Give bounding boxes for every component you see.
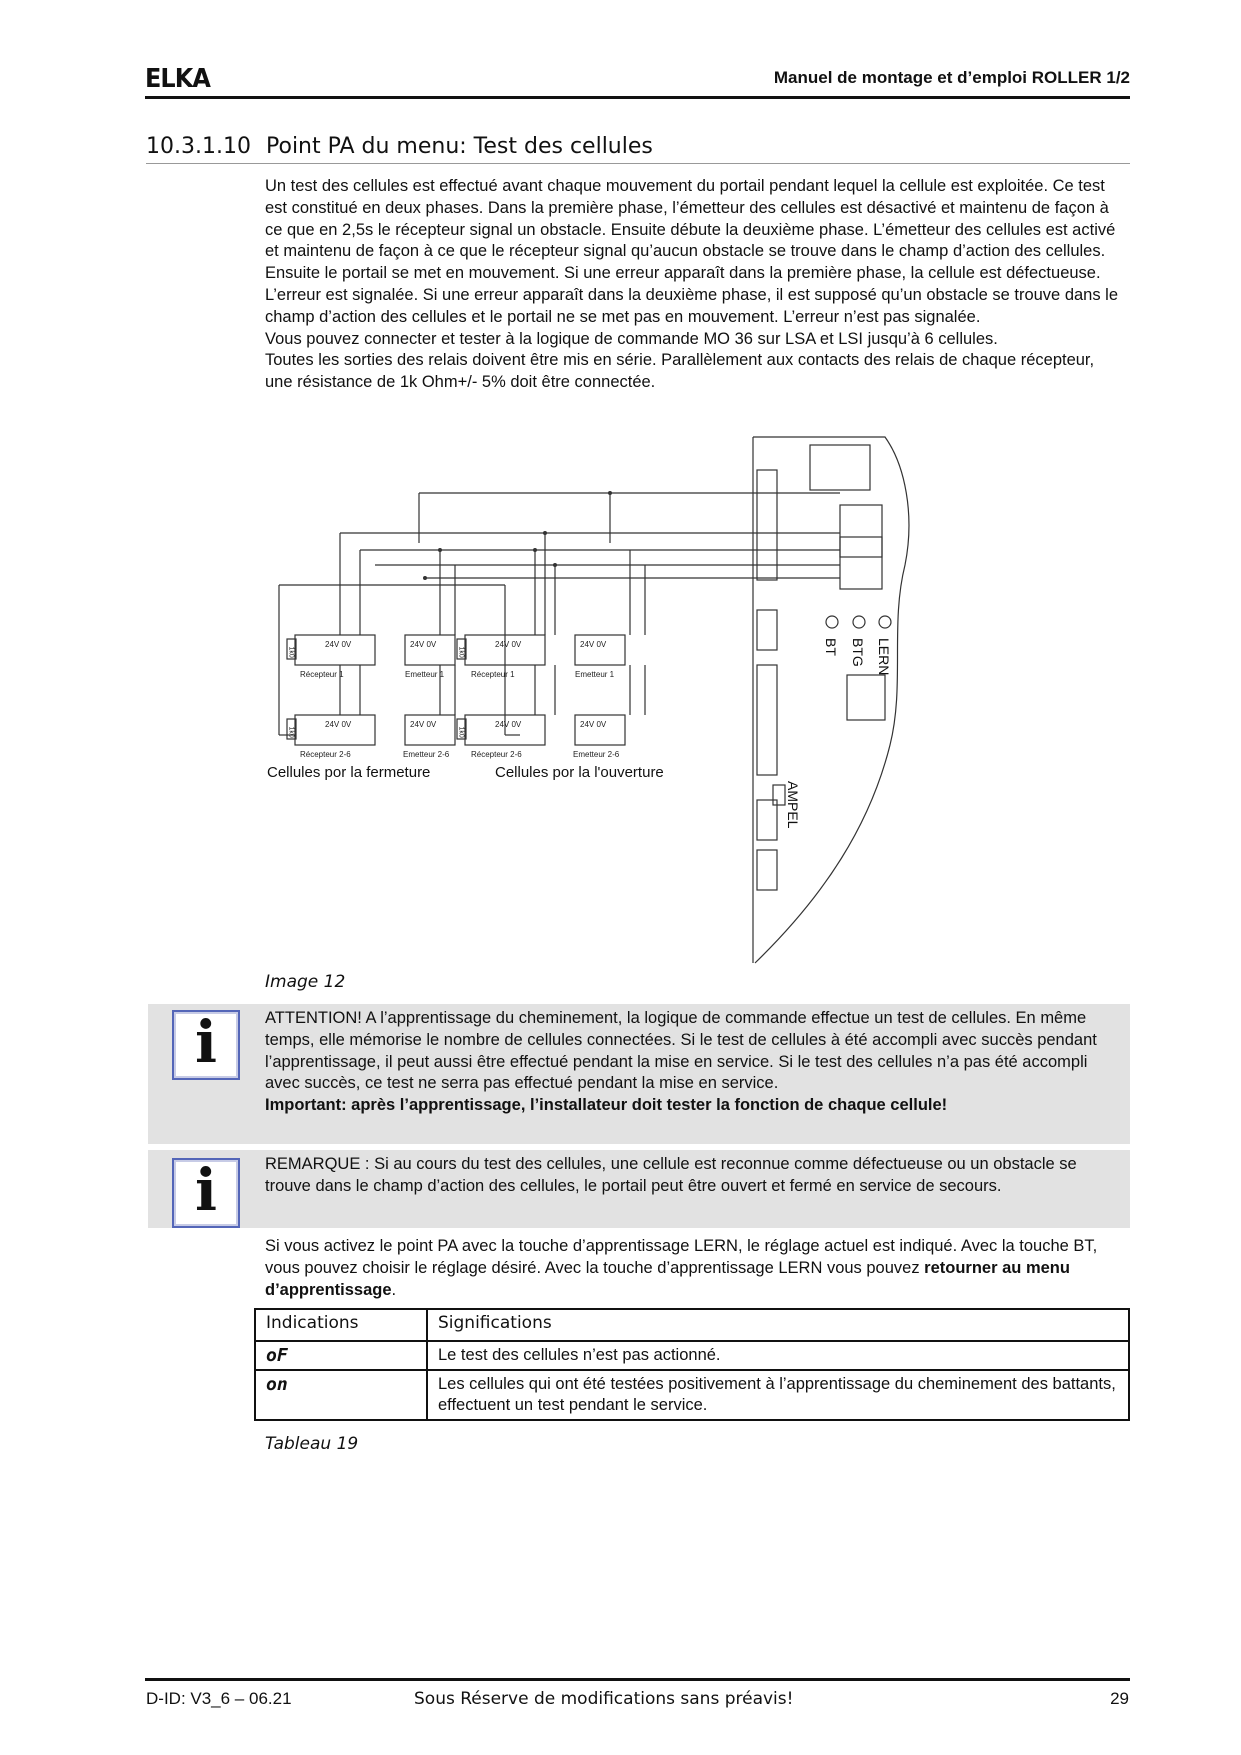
receiver-26-label: Récepteur 2-6 xyxy=(471,750,522,759)
footer-doc-id: D-ID: V3_6 – 06.21 xyxy=(146,1689,292,1708)
lern-text: Si vous activez le point PA avec la touche d’apprentissage LERN, le réglage actuel est indiqué. Avec la touche BT, vous pouvez choisir le réglage désiré. Avec la touche d’apprentissage LERN vous pouvez xyxy=(265,1237,1098,1277)
info-icon: i xyxy=(172,1010,240,1080)
table-header: Significations xyxy=(427,1309,1129,1341)
figure-caption: Image 12 xyxy=(265,972,346,992)
emitter-1-label: Emetteur 1 xyxy=(575,670,615,679)
emitter-26-label: Emetteur 2-6 xyxy=(573,750,620,759)
bt-button-label: BT xyxy=(823,638,839,656)
indications-table xyxy=(254,1308,1130,1421)
voltage-label: 24V 0V xyxy=(495,640,522,649)
wiring-diagram xyxy=(265,425,995,970)
closing-cells-label: Cellules por la fermeture xyxy=(267,764,431,781)
table-header-row xyxy=(255,1309,1129,1341)
voltage-label: 24V 0V xyxy=(325,640,352,649)
receiver-26-label: Récepteur 2-6 xyxy=(300,750,351,759)
indication-code: oF xyxy=(255,1341,427,1370)
attention-text: ATTENTION! A l’apprentissage du cheminement, la logique de commande effectue un test de cellules. En même temps, elle mémorise le nombre de cellules connectées. Si le test de cellules à été accompli avec succès pendant l’apprentissage, il peut aussi être effectué pendant la mise en service. Si le test des cellules n’a pas été accompli avec succès, ce test ne serra pas effectué pendant la mise en service. xyxy=(265,1009,1097,1093)
resistor-label: 1k0 xyxy=(457,646,465,658)
voltage-label: 24V 0V xyxy=(325,720,352,729)
intro-text xyxy=(265,176,1125,394)
attention-important: Important: après l’apprentissage, l’installateur doit tester la fonction de chaque cellule! xyxy=(265,1096,948,1115)
lern-button-label: LERN xyxy=(876,638,892,676)
emitter-1-label: Emetteur 1 xyxy=(405,670,445,679)
section-title: Point PA du menu: Test des cellules xyxy=(266,134,653,159)
section-heading xyxy=(146,134,1130,164)
signification: Le test des cellules n’est pas actionné. xyxy=(427,1341,1129,1370)
btg-button-label: BTG xyxy=(850,638,866,667)
voltage-label: 24V 0V xyxy=(410,640,437,649)
lern-text-end: . xyxy=(391,1280,397,1299)
header-rule xyxy=(145,96,1130,99)
indication-code: on xyxy=(255,1370,427,1420)
section-number: 10.3.1.10 xyxy=(146,134,251,159)
lern-instructions xyxy=(265,1236,1125,1301)
lern-text-bold: retourner au menu d’apprentissage xyxy=(265,1258,1070,1299)
voltage-label: 24V 0V xyxy=(495,720,522,729)
remark-notice xyxy=(148,1150,1130,1228)
voltage-label: 24V 0V xyxy=(580,720,607,729)
intro-paragraph: Vous pouvez connecter et tester à la logique de commande MO 36 sur LSA et LSI jusqu’à 6 cellules. xyxy=(265,329,998,348)
intro-paragraph: Toutes les sorties des relais doivent être mis en série. Parallèlement aux contacts des relais de chaque récepteur, une résistance de 1k Ohm+/- 5% doit être connectée. xyxy=(265,351,1095,392)
table-caption: Tableau 19 xyxy=(265,1434,359,1454)
intro-paragraph: Un test des cellules est effectué avant chaque mouvement du portail pendant lequel la cellule est exploitée. Ce test est constitué en deux phases. Dans la première phase, l’émetteur des cellules est désactivé et maintenu de façon à ce que en 2,5s le récepteur signal un obstacle. Ensuite débute la deuxième phase. L’émetteur des cellules est activé et maintenu de façon à ce que le récepteur signal qu’aucun obstacle se trouve dans le champ d’action des cellules. Ensuite le portail se met en mouvement. Si une erreur apparaît dans la première phase, la cellule est défectueuse. L’erreur est signalée. Si une erreur apparaît dans la deuxième phase, il est supposé qu’un obstacle se trouve dans le champ d’action des cellules et le portail ne se met pas en mouvement. L’erreur n’est pas signalée. xyxy=(265,177,1119,326)
logo: ELKA xyxy=(145,64,210,94)
ampel-label: AMPEL xyxy=(785,781,801,829)
table-header: Indications xyxy=(255,1309,427,1341)
table-row xyxy=(255,1370,1129,1420)
page-number: 29 xyxy=(1110,1689,1129,1708)
remark-text: REMARQUE : Si au cours du test des cellules, une cellule est reconnue comme défectueuse ou un obstacle se trouve dans le champ d’action des cellules, le portail peut être ouvert et fermé en service de secours. xyxy=(265,1155,1077,1195)
voltage-label: 24V 0V xyxy=(410,720,437,729)
voltage-label: 24V 0V xyxy=(580,640,607,649)
resistor-label: 1k0 xyxy=(287,726,295,738)
info-icon: i xyxy=(172,1158,240,1228)
receiver-1-label: Récepteur 1 xyxy=(471,670,515,679)
resistor-label: 1k0 xyxy=(287,646,295,658)
header-title: Manuel de montage et d’emploi ROLLER 1/2 xyxy=(773,68,1130,87)
footer-rule xyxy=(145,1678,1130,1681)
attention-notice xyxy=(148,1004,1130,1144)
table-row xyxy=(255,1341,1129,1370)
receiver-1-label: Récepteur 1 xyxy=(300,670,344,679)
resistor-label: 1k0 xyxy=(457,726,465,738)
opening-cells-label: Cellules por la l'ouverture xyxy=(495,764,664,781)
emitter-26-label: Emetteur 2-6 xyxy=(403,750,450,759)
footer-notice: Sous Réserve de modifications sans préavis! xyxy=(414,1689,794,1709)
signification: Les cellules qui ont été testées positivement à l’apprentissage du cheminement des battants, effectuent un test pendant le service. xyxy=(427,1370,1129,1420)
